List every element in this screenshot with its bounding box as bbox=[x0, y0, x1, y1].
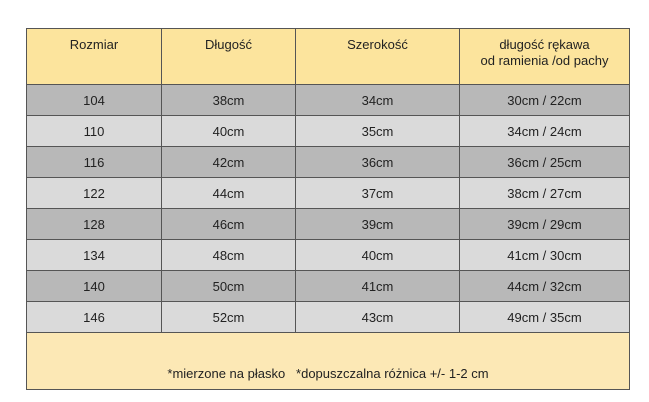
cell-width: 40cm bbox=[296, 240, 460, 271]
cell-width: 37cm bbox=[296, 178, 460, 209]
header-width-label: Szerokość bbox=[347, 37, 408, 52]
cell-size: 104 bbox=[27, 85, 162, 116]
header-width bbox=[296, 29, 460, 85]
cell-size: 128 bbox=[27, 209, 162, 240]
cell-width: 39cm bbox=[296, 209, 460, 240]
header-length bbox=[162, 29, 296, 85]
cell-length: 48cm bbox=[162, 240, 296, 271]
cell-size: 146 bbox=[27, 302, 162, 333]
cell-size: 122 bbox=[27, 178, 162, 209]
cell-width: 35cm bbox=[296, 116, 460, 147]
cell-length: 40cm bbox=[162, 116, 296, 147]
cell-width: 43cm bbox=[296, 302, 460, 333]
size-chart-table bbox=[26, 28, 630, 390]
cell-sleeve: 44cm / 32cm bbox=[460, 271, 630, 302]
header-row bbox=[27, 29, 630, 85]
cell-sleeve: 34cm / 24cm bbox=[460, 116, 630, 147]
cell-sleeve: 39cm / 29cm bbox=[460, 209, 630, 240]
cell-size: 134 bbox=[27, 240, 162, 271]
cell-sleeve: 49cm / 35cm bbox=[460, 302, 630, 333]
cell-length: 38cm bbox=[162, 85, 296, 116]
table-row bbox=[27, 147, 630, 178]
cell-length: 50cm bbox=[162, 271, 296, 302]
footnote-row bbox=[27, 333, 630, 390]
cell-length: 46cm bbox=[162, 209, 296, 240]
header-sleeve-line-2: od ramienia /od pachy bbox=[480, 53, 609, 68]
cell-size: 110 bbox=[27, 116, 162, 147]
header-size-label: Rozmiar bbox=[69, 37, 119, 52]
header-size bbox=[27, 29, 162, 85]
cell-width: 41cm bbox=[296, 271, 460, 302]
table-row bbox=[27, 178, 630, 209]
table-row bbox=[27, 271, 630, 302]
table-row bbox=[27, 240, 630, 271]
table-row bbox=[27, 85, 630, 116]
cell-size: 116 bbox=[27, 147, 162, 178]
cell-sleeve: 30cm / 22cm bbox=[460, 85, 630, 116]
cell-sleeve: 36cm / 25cm bbox=[460, 147, 630, 178]
cell-width: 36cm bbox=[296, 147, 460, 178]
table-row bbox=[27, 302, 630, 333]
cell-sleeve: 41cm / 30cm bbox=[460, 240, 630, 271]
header-sleeve-length bbox=[460, 29, 630, 85]
cell-length: 52cm bbox=[162, 302, 296, 333]
header-length-label: Długość bbox=[205, 37, 252, 52]
table-row bbox=[27, 209, 630, 240]
header-sleeve-line-1: długość rękawa bbox=[499, 37, 590, 52]
cell-sleeve: 38cm / 27cm bbox=[460, 178, 630, 209]
cell-length: 42cm bbox=[162, 147, 296, 178]
table-row bbox=[27, 116, 630, 147]
footnote: *mierzone na płasko *dopuszczalna różnica +/- 1-2 cm bbox=[27, 333, 630, 390]
cell-length: 44cm bbox=[162, 178, 296, 209]
cell-size: 140 bbox=[27, 271, 162, 302]
cell-width: 34cm bbox=[296, 85, 460, 116]
